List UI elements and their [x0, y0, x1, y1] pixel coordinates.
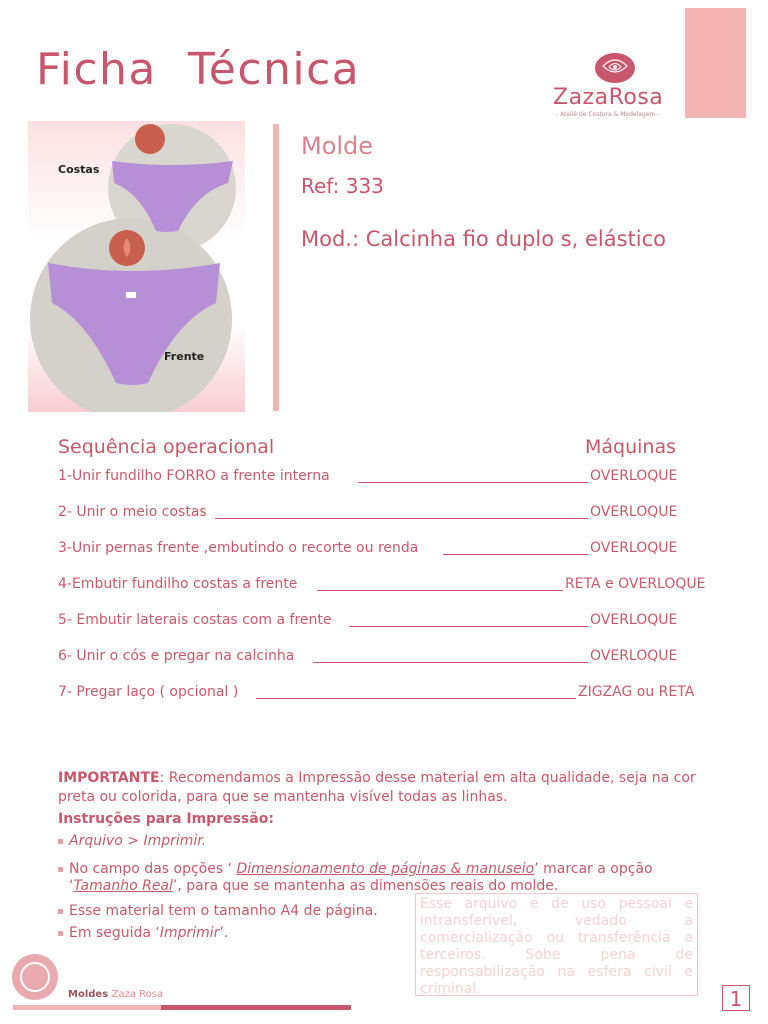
footer-rose-icon [20, 962, 50, 992]
step-leader [256, 698, 576, 699]
important-note [58, 769, 698, 807]
label-back: Costas [58, 163, 100, 176]
bullet-icon [58, 839, 63, 844]
instruction-2: No campo das opções ‘ Dimensionamento de páginas & manuseio’ marcar a opção [58, 861, 653, 877]
instructions-heading: Instruções para Impressão: [58, 811, 274, 827]
footer-bar-light [13, 1005, 161, 1010]
sequence-heading: Sequência operacional [58, 436, 275, 458]
step-3: 3-Unir pernas frente ,embutindo o recorte ou renda [58, 540, 419, 556]
step-5-machine: OVERLOQUE [590, 612, 678, 628]
important-text: : Recomendamos a Impressão desse material em alta qualidade, seja na cor preta ou colorida, para que se mantenha visível todas as linhas. [58, 770, 696, 805]
step-7-machine: ZIGZAG ou RETA [578, 684, 695, 700]
step-leader [443, 554, 588, 555]
bullet-icon [58, 931, 63, 936]
instruction-1: Arquivo > Imprimir. [58, 833, 206, 849]
machines-heading: Máquinas [585, 436, 677, 458]
step-leader [313, 662, 588, 663]
label-front: Frente [164, 350, 205, 363]
molde-label: Molde [301, 132, 374, 160]
step-leader [349, 626, 588, 627]
rose-logo-icon [593, 50, 637, 86]
step-2-machine: OVERLOQUE [590, 504, 678, 520]
page-number: 1 [722, 985, 750, 1011]
step-4: 4-Embutir fundilho costas a frente [58, 576, 298, 592]
vertical-divider [273, 124, 279, 411]
step-leader [317, 590, 563, 591]
bullet-icon [58, 909, 63, 914]
instruction-2-cont: ‘Tamanho Real’, para que se mantenha as dimensões reais do molde. [69, 878, 559, 894]
reference: Ref: 333 [301, 174, 384, 198]
logo-name: ZazaRosa [553, 85, 664, 110]
step-1-machine: OVERLOQUE [590, 468, 678, 484]
step-leader [215, 518, 588, 519]
step-4-machine: RETA e OVERLOQUE [565, 576, 706, 592]
instruction-4: Em seguida ‘Imprimir’. [58, 925, 228, 941]
instruction-3: Esse material tem o tamanho A4 de página. [58, 903, 378, 919]
step-leader [358, 482, 588, 483]
footer-bar-dark [161, 1005, 351, 1010]
header-accent-block [685, 8, 746, 118]
model-name: Mod.: Calcinha fio duplo s, elástico [301, 227, 667, 251]
page-title: Ficha Técnica [36, 44, 361, 95]
product-photo [28, 121, 245, 412]
important-label: IMPORTANTE [58, 770, 160, 786]
logo-subtitle: - Ateliê de Costura & Modelagem - [556, 111, 660, 118]
step-6-machine: OVERLOQUE [590, 648, 678, 664]
actual-size-link: Tamanho Real [73, 878, 173, 894]
step-1: 1-Unir fundilho FORRO a frente interna [58, 468, 330, 484]
usage-warning: Esse arquivo é de uso pessoal e intransferível, vedado a comercialização ou transferência a terceiros. Sobe pena de responsabilização na esfera civil e criminal. [415, 893, 698, 996]
step-7: 7- Pregar laço ( opcional ) [58, 684, 239, 700]
step-5: 5- Embutir laterais costas com a frente [58, 612, 332, 628]
bullet-icon [58, 867, 63, 872]
footer-brand: Moldes Zaza Rosa [68, 989, 164, 1000]
page-sizing-link: Dimensionamento de páginas & manuseio [236, 861, 535, 877]
step-3-machine: OVERLOQUE [590, 540, 678, 556]
step-6: 6- Unir o cós e pregar na calcinha [58, 648, 295, 664]
step-2: 2- Unir o meio costas [58, 504, 207, 520]
